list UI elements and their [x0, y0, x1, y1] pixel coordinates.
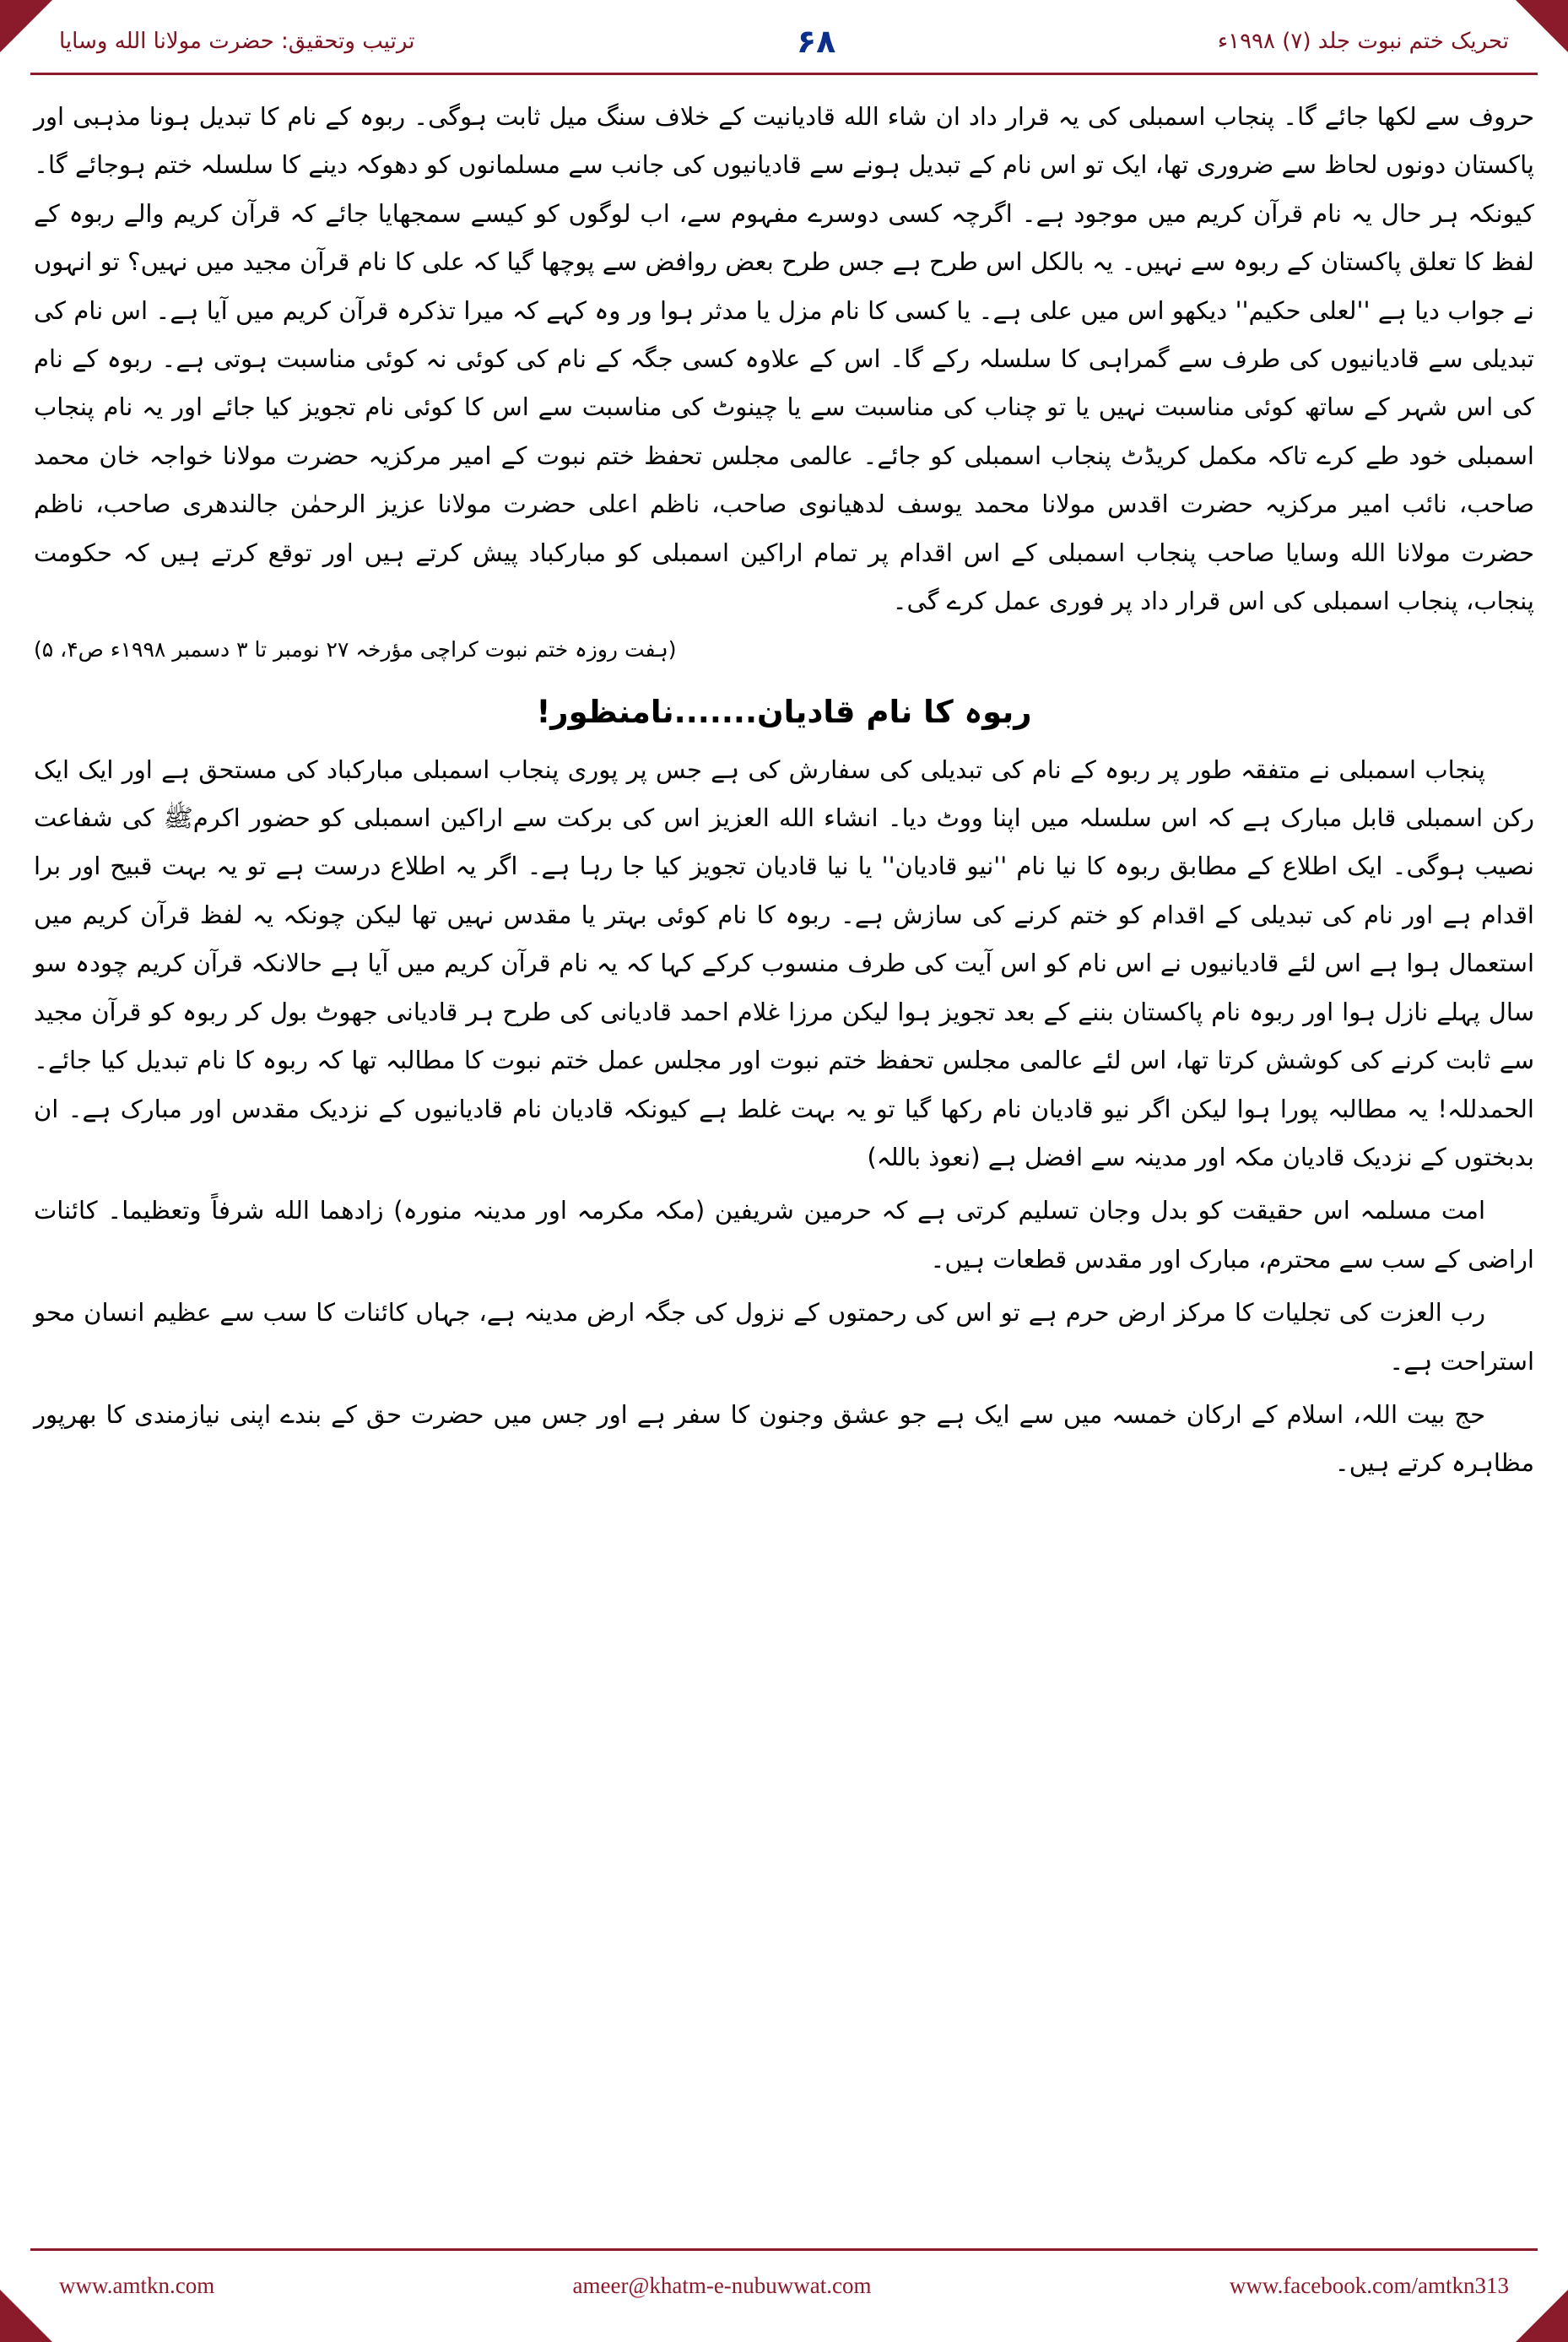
footer-facebook-link[interactable]: www.facebook.com/amtkn313	[1229, 2272, 1509, 2298]
paragraph-1: پنجاب اسمبلی نے متفقہ طور پر ربوہ کے نام کی تبدیلی کی سفارش کی ہے جس پر پوری پنجاب اسمبلی مبارکباد کی مستحق ہے اور ایک ایک رکن اسمبلی قابل مبارک ہے کہ اس سلسلہ میں اپنا ووٹ دیا۔ انشاء الله العزیز اس کی برکت سے اراکین اسمبلی کو حضور اکرمﷺ کی شفاعت نصیب ہوگی۔ ایک اطلاع کے مطابق ربوہ کا نیا نام ''نیو قادیان'' یا نیا قادیان تجویز کیا جا رہا ہے۔ اگر یہ اطلاع درست ہے تو یہ بہت قبیح اور برا اقدام ہے اور نام کی تبدیلی کے اقدام کو ختم کرنے کی سازش ہے۔ ربوہ کا نام کوئی بہتر یا مقدس نہیں تھا لیکن چونکہ یہ لفظ قرآن کریم میں استعمال ہوا ہے اس لئے قادیانیوں نے اس نام کو اس آیت کی طرف منسوب کرکے کہا کہ یہ نام قرآن کریم میں آیا ہے حالانکہ قرآن کریم چودہ سو سال پہلے نازل ہوا اور ربوہ نام پاکستان بننے کے بعد تجویز ہوا لیکن مرزا غلام احمد قادیانی کی طرح ہر قادیانی جھوٹ بول کر ربوہ کو قرآن مجید سے ثابت کرنے کی کوشش کرتا تھا، اس لئے عالمی مجلس تحفظ ختم نبوت اور مجلس عمل ختم نبوت کا مطالبہ تھا کہ ربوہ کا نام تبدیل کیا جائے۔ الحمدللہ! یہ مطالبہ پورا ہوا لیکن اگر نیو قادیان نام رکھا گیا تو یہ بہت غلط ہے کیونکہ قادیان نام قادیانیوں کے نزدیک مقدس اور مبارک ہے۔ ان بدبختوں کے نزدیک قادیان مکہ اور مدینہ سے افضل ہے (نعوذ باللہ)	[34, 755, 1534, 1171]
header-compiler-credit: ترتیب وتحقیق: حضرت مولانا الله وسایا	[59, 28, 415, 54]
source-citation: (ہفت روزہ ختم نبوت کراچی مؤرخہ ۲۷ نومبر تا ۳ دسمبر ۱۹۹۸ء ص۴، ۵)	[34, 637, 677, 663]
paragraph-4: حج بیت اللہ، اسلام کے ارکان خمسہ میں سے ایک ہے جو عشق وجنون کا سفر ہے اور جس میں حضرت حق کے بندے اپنی نیازمندی کا بھرپور مظاہرہ کرتے ہیں۔	[34, 1399, 1534, 1478]
page-number: ۶۸	[796, 23, 836, 60]
header-divider	[30, 73, 1538, 75]
page-body	[34, 93, 1534, 1493]
paragraph-continued: حروف سے لکھا جائے گا۔ پنجاب اسمبلی کی یہ قرار داد ان شاء الله قادیانیت کے خلاف سنگ میل ثابت ہوگی۔ ربوہ کے نام کا تبدیل ہونا مذہبی اور پاکستان دونوں لحاظ سے ضروری تھا، ایک تو اس نام کے تبدیل ہونے سے قادیانیوں کی جانب سے مسلمانوں کو دھوکہ دینے کا سلسلہ ختم ہوجائے گا۔ کیونکہ ہر حال یہ نام قرآن کریم میں موجود ہے۔ اگرچہ کسی دوسرے مفہوم سے، اب لوگوں کو کیسے سمجھایا جائے کہ قرآن کریم والے ربوہ کے لفظ کا تعلق پاکستان کے ربوہ سے نہیں۔ یہ بالکل اس طرح ہے جس طرح بعض روافض سے پوچھا گیا کہ علی کا نام قرآن مجید میں نہیں؟ تو انہوں نے جواب دیا ہے ''لعلی حکیم'' دیکھو اس میں علی ہے۔ یا کسی کا نام مزل یا مدثر ہوا ور وہ کہے کہ میرا تذکرہ قرآن کریم میں آیا ہے۔ اس نام کی تبدیلی سے قادیانیوں کی طرف سے گمراہی کا سلسلہ رکے گا۔ اس کے علاوہ کسی جگہ کے نام کی کوئی نہ کوئی مناسبت ہوتی ہے۔ ربوہ کے نام کی اس شہر کے ساتھ کوئی مناسبت نہیں یا تو چناب کی مناسبت سے یا چینوٹ کی مناسبت سے اس کا کوئی نام تجویز کیا جائے اور یہ نام پنجاب اسمبلی خود طے کرے تاکہ مکمل کریڈٹ پنجاب اسمبلی کو جائے۔ عالمی مجلس تحفظ ختم نبوت کے امیر مرکزیہ حضرت مولانا خواجہ خان محمد صاحب، نائب امیر مرکزیہ حضرت اقدس مولانا محمد یوسف لدھیانوی صاحب، ناظم اعلی حضرت مولانا عزیز الرحمٰن جالندھری صاحب، ناظم حضرت مولانا الله وسایا صاحب پنجاب اسمبلی کے اس اقدام پر تمام اراکین اسمبلی کو مبارکباد پیش کرتے ہیں اور توقع کرتے ہیں کہ حکومت پنجاب، پنجاب اسمبلی کی اس قرار داد پر فوری عمل کرے گی۔	[34, 102, 1534, 616]
corner-ornament-top-left	[0, 0, 52, 52]
footer-website-link[interactable]: www.amtkn.com	[59, 2272, 215, 2298]
paragraph-3: رب العزت کی تجلیات کا مرکز ارض حرم ہے تو اس کی رحمتوں کے نزول کی جگہ ارض مدینہ ہے، جہاں کائنات کا سب سے عظیم انسان محو استراحت ہے۔	[34, 1298, 1534, 1376]
corner-ornament-top-right	[1516, 0, 1568, 52]
corner-ornament-bottom-right	[1516, 2290, 1568, 2342]
paragraph-2: امت مسلمہ اس حقیقت کو بدل وجان تسلیم کرتی ہے کہ حرمین شریفین (مکہ مکرمہ اور مدینہ منورہ) زادھما الله شرفاً وتعظیما۔ کائنات اراضی کے سب سے محترم، مبارک اور مقدس قطعات ہیں۔	[34, 1196, 1534, 1274]
footer-divider	[30, 2248, 1538, 2251]
page-footer	[59, 2259, 1509, 2312]
header-book-title: تحریک ختم نبوت جلد (۷) ۱۹۹۸ء	[1217, 28, 1509, 54]
section-heading: ربوہ کا نام قادیان.......نامنظور!	[536, 694, 1032, 731]
corner-ornament-bottom-left	[0, 2290, 52, 2342]
footer-email[interactable]: ameer@khatm-e-nubuwwat.com	[572, 2272, 872, 2298]
page-header	[59, 17, 1509, 66]
